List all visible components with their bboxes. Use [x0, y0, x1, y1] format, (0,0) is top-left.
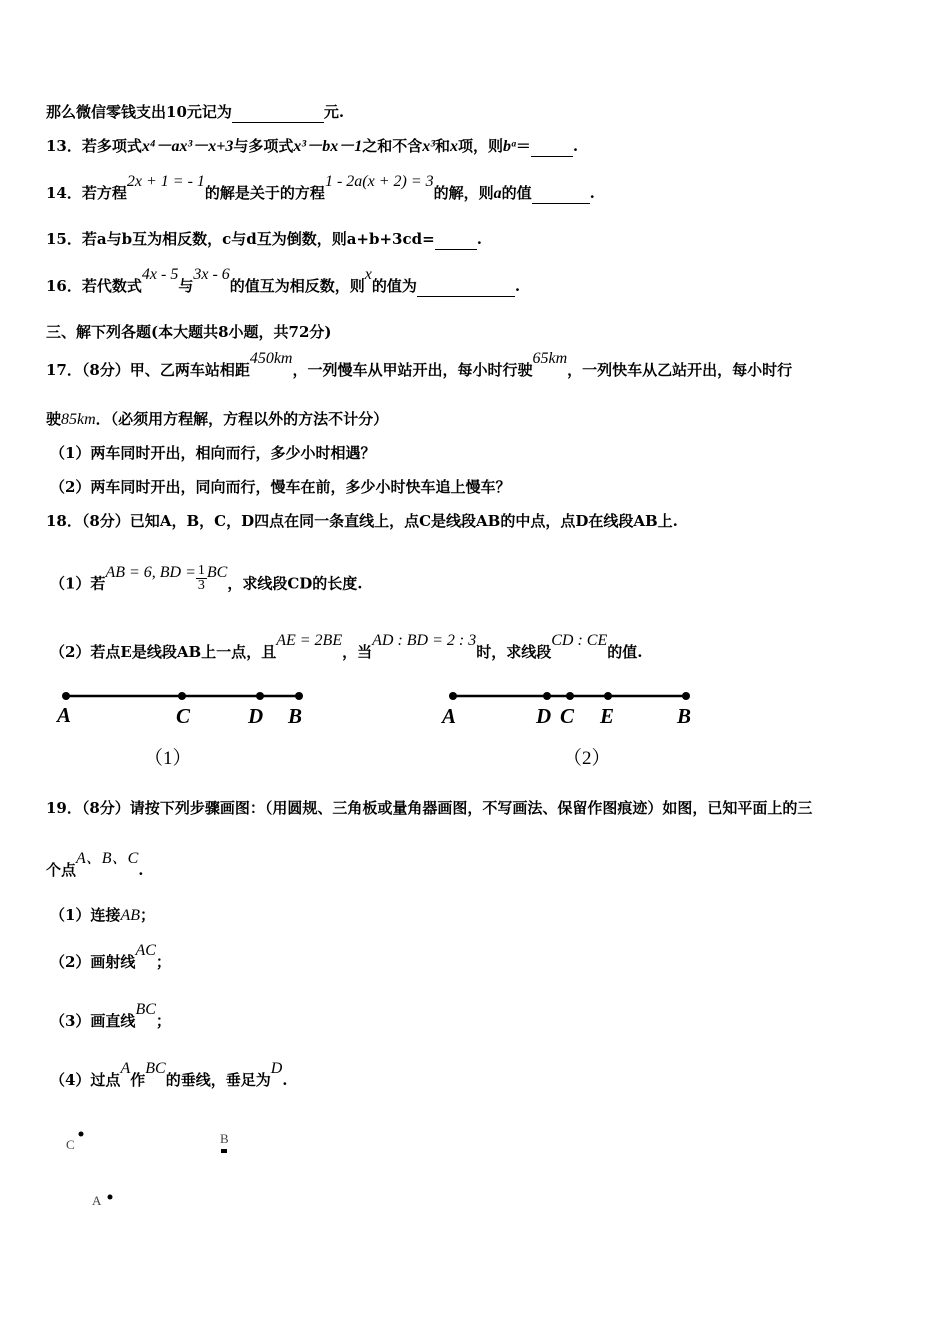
point-e — [604, 692, 612, 700]
label-a: A — [442, 704, 457, 728]
section-heading: 三、解下列各题(本大题共8小题，共72分) — [46, 323, 332, 341]
point-a — [62, 692, 70, 700]
label-c: C — [176, 704, 191, 728]
question-15: 15．若a与b互为相反数，c与d互为倒数，则a+b+3cd= . — [46, 230, 482, 248]
point-c — [79, 1132, 84, 1137]
label-b: B — [677, 704, 692, 728]
question-19-step-4: （4）过点A作BC的垂线，垂足为D. — [50, 1060, 288, 1089]
question-18-part-1: （1）若AB = 6, BD = $\frac{1}{3}$ BC，求线段CD的长度. — [50, 563, 363, 593]
point-a — [108, 1195, 113, 1200]
caption-1: （1） — [144, 748, 192, 769]
point-b — [295, 692, 303, 700]
question-19-step-1: （1）连接AB； — [50, 906, 155, 924]
question-19: 19．（8分）请按下列步骤画图：（用圆规、三角板或量角器画图，不写画法、保留作图痕迹）如图，已知平面上的三 — [46, 799, 813, 817]
label-e: E — [600, 704, 615, 728]
point-d — [256, 692, 264, 700]
question-17-cont: 驶85km．（必须用方程解，方程以外的方法不计分） — [46, 410, 389, 428]
question-17: 17．（8分）甲、乙两车站相距450km，一列慢车从甲站开出，每小时行驶65km，一列快车从乙站开出，每小时行 — [46, 350, 793, 379]
question-19-step-2: （2）画射线AC； — [50, 942, 171, 971]
question-17-part-1: （1）两车同时开出，相向而行，多少小时相遇？ — [50, 444, 376, 462]
point-c — [178, 692, 186, 700]
line-top: 那么微信零钱支出10元记为 元. — [46, 103, 345, 121]
label-b: B — [288, 704, 303, 728]
point-b — [682, 692, 690, 700]
answer-blank — [417, 276, 515, 297]
label-c: C — [560, 704, 575, 728]
question-13: 13．若多项式x⁴－ax³－x+3与多项式x³－bx－1之和不含x³和x项，则bᵃ＝ . — [46, 137, 579, 155]
fraction-one-third: $\frac{1}{3}$ — [197, 563, 205, 593]
question-14: 14．若方程2x + 1 = - 1的解是关于的方程1 - 2a(x + 2) = 3的解，则a的值 . — [46, 173, 595, 202]
question-19-cont: 个点A、B、C. — [46, 850, 144, 879]
label-d: D — [248, 704, 264, 728]
point-a — [449, 692, 457, 700]
question-19-step-3: （3）画直线BC； — [50, 1001, 171, 1030]
point-b — [221, 1149, 227, 1153]
point-c — [566, 692, 574, 700]
label-c: C — [66, 1137, 75, 1152]
figure-1 — [50, 680, 320, 780]
label-d: D — [536, 704, 552, 728]
answer-blank — [531, 136, 573, 157]
label-a: A — [57, 703, 72, 727]
question-17-part-2: （2）两车同时开出，同向而行，慢车在前，多少小时快车追上慢车？ — [50, 478, 511, 496]
answer-blank — [232, 102, 324, 123]
point-d — [543, 692, 551, 700]
figure-2 — [437, 680, 707, 780]
label-b: B — [220, 1131, 229, 1146]
question-18: 18．（8分）已知A，B，C，D四点在同一条直线上，点C是线段AB的中点，点D在线段AB上. — [46, 512, 678, 530]
caption-2: （2） — [563, 748, 611, 769]
equation-2: 1 - 2a(x + 2) = 3 — [324, 173, 434, 190]
answer-blank — [435, 229, 477, 250]
answer-blank — [532, 183, 590, 204]
label-a: A — [92, 1193, 102, 1208]
question-18-part-2: （2）若点E是线段AB上一点，且AE = 2BE，当AD : BD = 2 : 3时，求线段CD : CE的值. — [50, 632, 643, 661]
figure-3-points — [60, 1120, 260, 1220]
question-16: 16．若代数式4x - 5与3x - 6的值互为相反数，则x的值为 . — [46, 266, 521, 295]
equation-1: 2x + 1 = - 1 — [126, 173, 205, 190]
